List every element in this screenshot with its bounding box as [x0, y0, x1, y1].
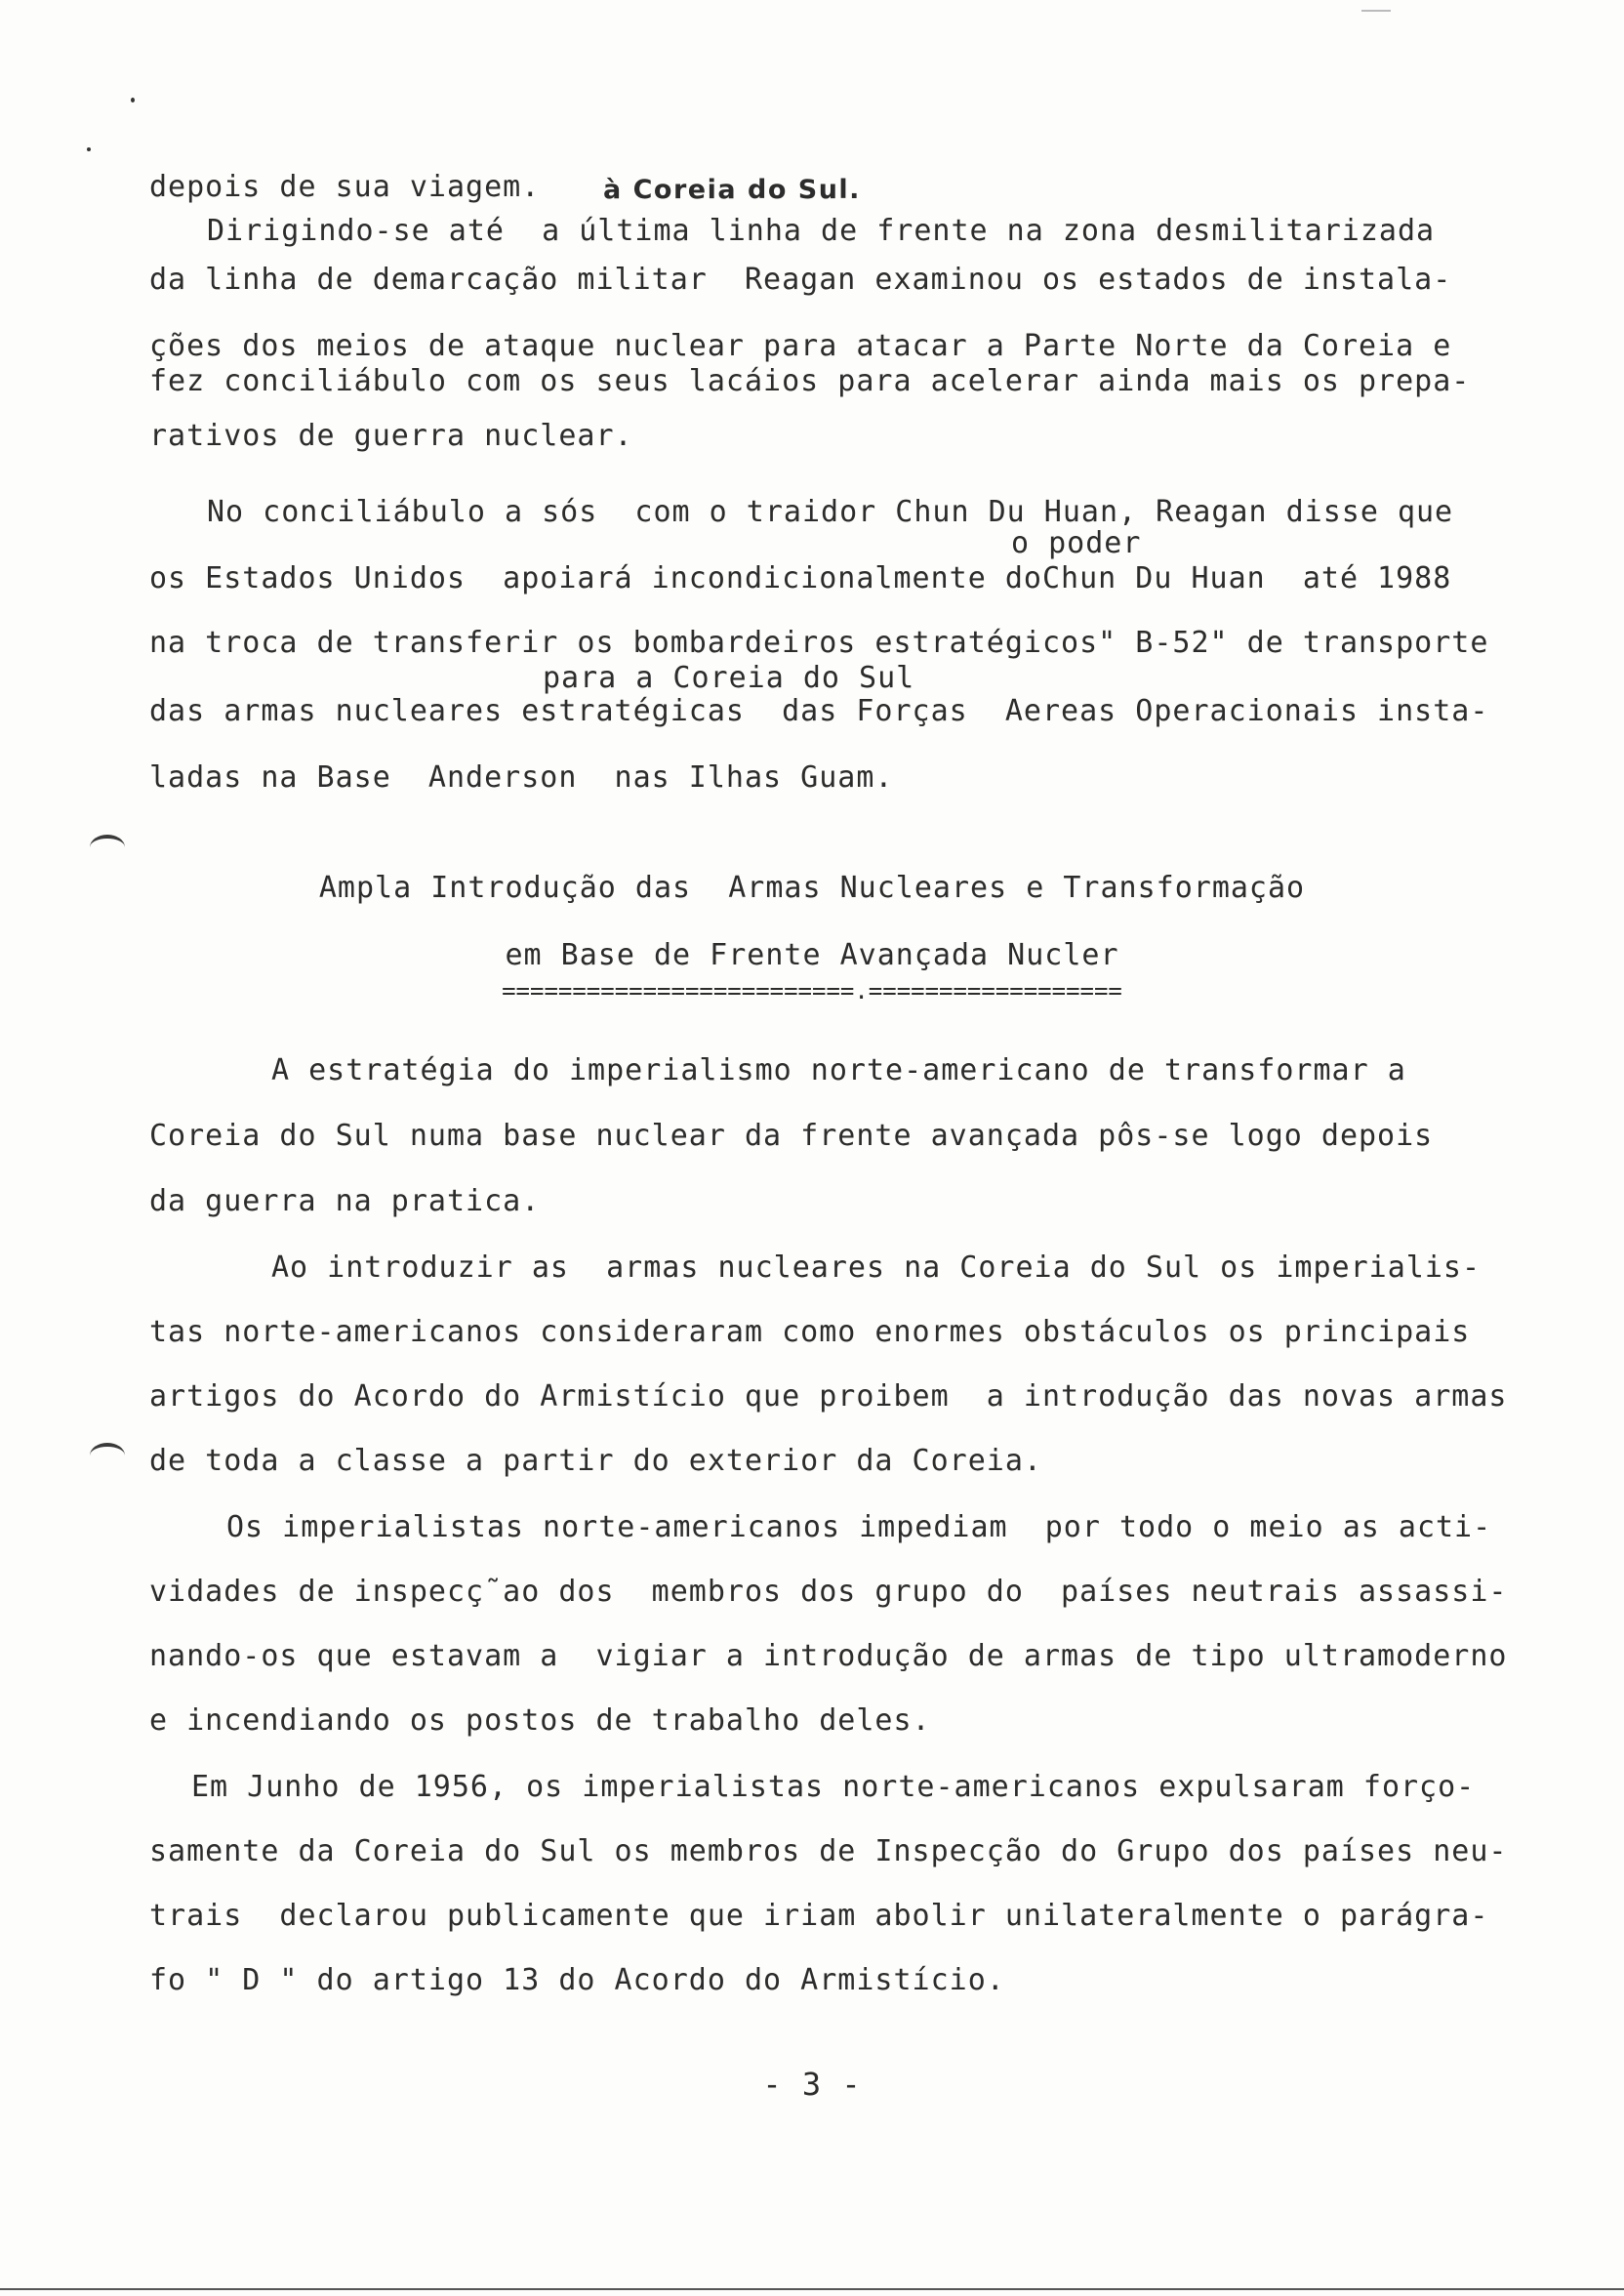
section-heading-line2: em Base de Frente Avançada Nucler [505, 938, 1119, 972]
text-line: fo " D " do artigo 13 do Acordo do Armistício. [149, 1963, 1005, 1997]
text-line: artigos do Acordo do Armistício que proibem a introdução das novas armas [149, 1379, 1508, 1414]
text-line: e incendiando os postos de trabalho deles. [149, 1703, 931, 1738]
text-line: na troca de transferir os bombardeiros estratégicos" B-52" de transporte [149, 626, 1489, 660]
text-line: ladas na Base Anderson nas Ilhas Guam. [149, 760, 894, 795]
text-line: samente da Coreia do Sul os membros de Inspecção do Grupo dos países neu- [149, 1834, 1508, 1868]
text-line: A estratégia do imperialismo norte-americano de transformar a [271, 1053, 1406, 1087]
ink-speck [87, 147, 91, 151]
text-line: nando-os que estavam a vigiar a introdução de armas de tipo ultramoderno [149, 1639, 1508, 1673]
ink-speck [131, 98, 135, 102]
text-line: Coreia do Sul numa base nuclear da frente avançada pôs-se logo depois [149, 1119, 1434, 1153]
text-line: de toda a classe a partir do exterior da Coreia. [149, 1444, 1042, 1478]
text-line: das armas nucleares estratégicas das Forças Aereas Operacionais insta- [149, 694, 1489, 728]
text-line: os Estados Unidos apoiará incondicionalmente doChun Du Huan até 1988 [149, 561, 1452, 595]
heading-underline: =========================.================== [502, 977, 1122, 1004]
text-line: vidades de inspecç˜ao dos membros dos grupo do países neutrais assassi- [149, 1575, 1508, 1609]
text-line: Os imperialistas norte-americanos impediam por todo o meio as acti- [226, 1510, 1492, 1544]
text-line: ções dos meios de ataque nuclear para atacar a Parte Norte da Coreia e [149, 329, 1452, 363]
text-line: tas norte-americanos consideraram como enormes obstáculos os principais [149, 1315, 1471, 1349]
text-line: Ao introduzir as armas nucleares na Coreia do Sul os imperialis- [271, 1250, 1481, 1285]
text-line: No conciliábulo a sós com o traidor Chun Du Huan, Reagan disse que [207, 495, 1454, 529]
text-line: Em Junho de 1956, os imperialistas norte-americanos expulsaram forço- [191, 1770, 1476, 1804]
text-line: depois de sua viagem. [149, 170, 541, 204]
text-line: Dirigindo-se até a última linha de frente na zona desmilitarizada [207, 214, 1436, 248]
bottom-edge-line [0, 2288, 1624, 2290]
text-line: fez conciliábulo com os seus lacáios para acelerar ainda mais os prepa- [149, 364, 1471, 398]
text-line: rativos de guerra nuclear. [149, 419, 633, 453]
text-line: trais declarou publicamente que iriam abolir unilateralmente o parágra- [149, 1899, 1489, 1933]
section-heading: Ampla Introdução das Armas Nucleares e Transformação [318, 871, 1306, 905]
punch-hole-mark [90, 835, 125, 860]
interlinear-insert: para a Coreia do Sul [543, 661, 915, 695]
punch-hole-mark [90, 1443, 125, 1468]
interlinear-insert: o poder [1011, 526, 1142, 560]
text-line: da guerra na pratica. [149, 1184, 541, 1218]
inserted-text: à Coreia do Sul. [603, 175, 861, 205]
text-line: da linha de demarcação militar Reagan examinou os estados de instala- [149, 263, 1452, 297]
top-edge-mark [1361, 10, 1391, 12]
page-number: - 3 - [762, 2066, 862, 2103]
